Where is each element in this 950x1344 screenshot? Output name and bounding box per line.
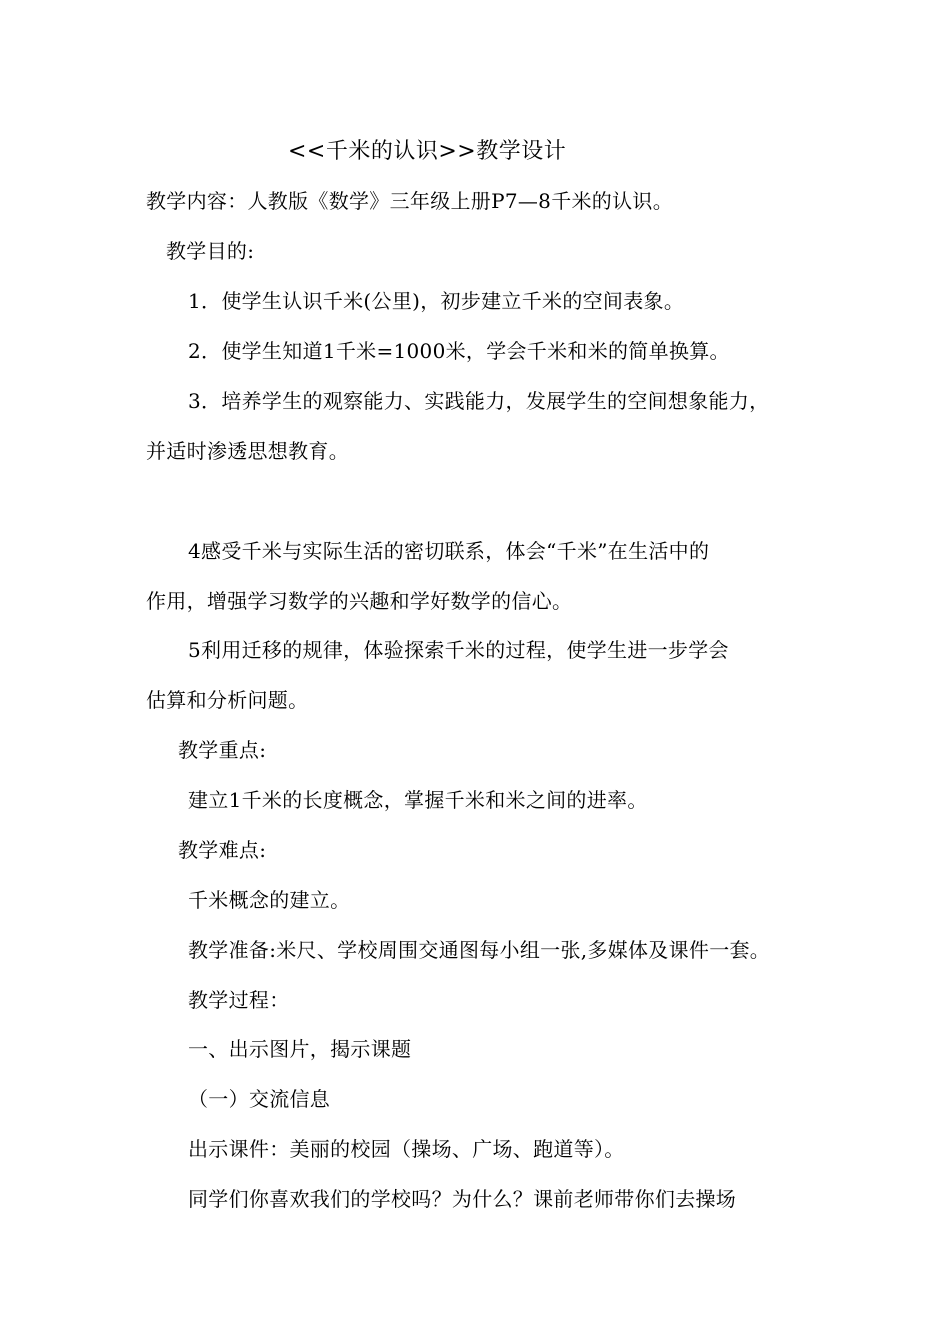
difficulty: 千米概念的建立。 bbox=[188, 888, 351, 912]
objective-1: 1．使学生认识千米(公里)，初步建立千米的空间表象。 bbox=[188, 289, 685, 313]
subsection-1-heading: （一）交流信息 bbox=[188, 1087, 331, 1111]
preparation: 教学准备:米尺、学校周围交通图每小组一张,多媒体及课件一套。 bbox=[188, 938, 771, 962]
key-point: 建立1千米的长度概念，掌握千米和米之间的进率。 bbox=[188, 788, 648, 812]
objectives-heading: 教学目的: bbox=[166, 239, 255, 263]
section-1-heading: 一、出示图片，揭示课题 bbox=[188, 1037, 412, 1061]
objective-2: 2．使学生知道1千米=1000米，学会千米和米的简单换算。 bbox=[188, 339, 730, 363]
objective-4-line-2: 作用，增强学习数学的兴趣和学好数学的信心。 bbox=[146, 589, 573, 613]
key-point-heading: 教学重点: bbox=[178, 738, 267, 762]
courseware-line: 出示课件：美丽的校园（操场、广场、跑道等）。 bbox=[188, 1137, 625, 1161]
question-line: 同学们你喜欢我们的学校吗？为什么？课前老师带你们去操场 bbox=[188, 1187, 737, 1211]
objective-3-line-2: 并适时渗透思想教育。 bbox=[146, 439, 349, 463]
process-heading: 教学过程： bbox=[188, 988, 290, 1012]
difficulty-heading: 教学难点: bbox=[178, 838, 267, 862]
objective-5-line-2: 估算和分析问题。 bbox=[146, 688, 309, 712]
content-line: 教学内容：人教版《数学》三年级上册P7—8千米的认识。 bbox=[146, 189, 674, 213]
document-title: <<千米的认识>>教学设计 bbox=[288, 139, 567, 164]
objective-3-line-1: 3．培养学生的观察能力、实践能力，发展学生的空间想象能力， bbox=[188, 389, 770, 413]
objective-5-line-1: 5利用迁移的规律，体验探索千米的过程，使学生进一步学会 bbox=[188, 638, 729, 662]
objective-4-line-1: 4感受千米与实际生活的密切联系，体会“千米”在生活中的 bbox=[188, 539, 710, 563]
